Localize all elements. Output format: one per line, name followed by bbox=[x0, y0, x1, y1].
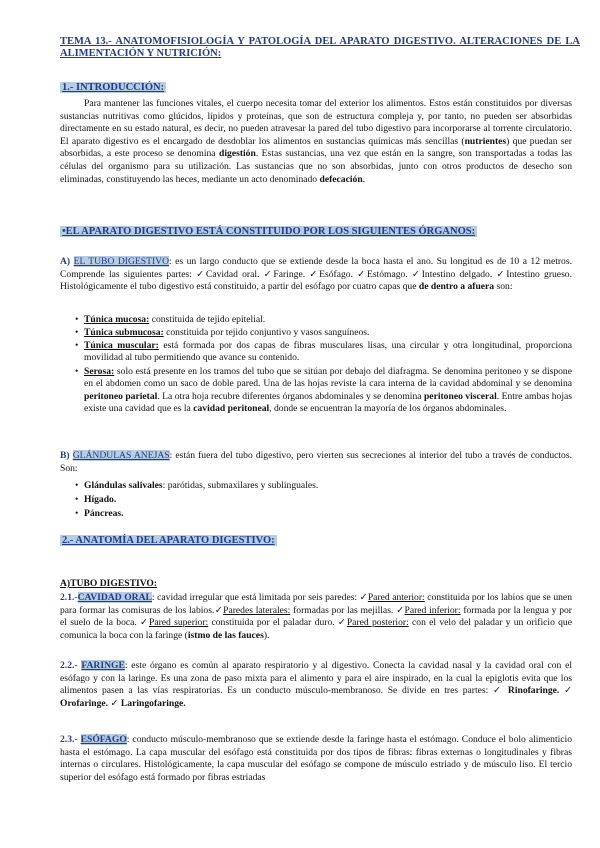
s22-term: FARINGE bbox=[81, 660, 125, 671]
s21-text-3: formadas por las mejillas. ✓ bbox=[290, 604, 405, 616]
s21-text-4: formada por la lengua y por el suelo de la boca. ✓ bbox=[60, 604, 572, 629]
s21-number: 2.1.- bbox=[60, 592, 78, 603]
glands-text: : están fuera del tubo digestivo, pero vierten sus secreciones al interior del tubo a través de conductos. Son: bbox=[60, 450, 572, 474]
serosa-item: • Serosa: solo está presente en los tramos del tubo que se sitúan por debajo del diafragma. Se denomina peritoneo y se dispone en el abdomen como un saco de doble pared. Una de las hojas reviste la cara interna de la cavidad abdominal y se denomina peritoneo parietal. La otra hoja recubre diferentes órganos abdominales y se denomina peritoneo visceral. Entre ambas hojas existe una cavidad que es la cavidad peritoneal, donde se encuentran la mayoría de los órganos abdominales. bbox=[75, 366, 572, 414]
gland-item: • Hígado. bbox=[75, 494, 117, 505]
s21-u2: Paredes laterales: bbox=[223, 604, 291, 616]
glands-label: B) bbox=[60, 450, 73, 461]
serosa-bold-1: peritoneo parietal bbox=[84, 390, 158, 402]
tube-bold: de dentro a afuera bbox=[418, 281, 495, 293]
gland-text: : parótidas, submaxilares y sublinguales. bbox=[162, 480, 319, 491]
layer-text: constituida por tejido conjuntivo y vasos sanguíneos. bbox=[163, 327, 370, 338]
s22-bold-1: Rinofaringe. bbox=[507, 685, 560, 697]
s22-text-3: ✓ bbox=[108, 697, 121, 709]
page-title: TEMA 13.- ANATOMOFISIOLOGÍA Y PATOLOGÍA DEL APARATO DIGESTIVO. ALTERACIONES DE LA ALIMENTACIÓN Y NUTRICIÓN: bbox=[60, 36, 580, 59]
s21-text-5: constituida por el paladar duro. ✓ bbox=[208, 617, 347, 629]
tube-label: A) bbox=[60, 256, 74, 267]
oral-cavity-paragraph bbox=[60, 592, 572, 642]
serosa-bold-2: peritoneo visceral bbox=[423, 390, 497, 402]
s21-text-2: constituida por los labios que se unen para formar las comisuras de los labios.✓ bbox=[60, 592, 572, 616]
s21-u3: Pared inferior: bbox=[404, 604, 461, 616]
tube-end: son: bbox=[494, 281, 513, 293]
gland-term: Glándulas salivales bbox=[84, 480, 163, 491]
esophagus-paragraph bbox=[60, 734, 572, 784]
s21-u4: Pared superior: bbox=[148, 617, 209, 629]
s21-u5: Pared posterior: bbox=[346, 617, 409, 629]
layer-term: Túnica mucosa: bbox=[84, 314, 150, 325]
s23-term: ESÓFAGO bbox=[80, 734, 127, 745]
tube-subheading-text: A)TUBO DIGESTIVO: bbox=[60, 578, 158, 589]
serosa-term: Serosa: bbox=[84, 366, 115, 377]
tube-text: : es un largo conducto que se extiende desde la boca hasta el ano. Su longitud es de 10 a 12 metros. Comprende las siguientes partes: ✓Cavidad oral. ✓Faringe. ✓Esófago. ✓Estómago. ✓Intestino delgado. ✓Intestino grueso. Histológicamente el tubo digestivo está constituido, a partir del esófago por cuatro capas que bbox=[60, 256, 572, 293]
serosa-text-1: solo está presente en los tramos del tubo que se sitúan por debajo del diafragma. Se denomina peritoneo y se dispone en el abdomen como un saco de doble pared. Una de las hojas reviste la cara interna de la cavidad abdominal y se denomina bbox=[84, 366, 572, 390]
pharynx-paragraph bbox=[60, 660, 572, 710]
serosa-text-2: . La otra hoja recubre diferentes órganos abdominales y se denomina bbox=[157, 390, 424, 402]
s22-bold-3: Laringofaringe. bbox=[120, 697, 186, 709]
s21-u1: Pared anterior: bbox=[367, 592, 425, 603]
glands-term: GLÁNDULAS ANEJAS bbox=[72, 450, 170, 461]
tube-paragraph bbox=[60, 256, 572, 294]
serosa-text-3: . Entre ambas hojas existe una cavidad que es la bbox=[84, 390, 572, 414]
intro-text-1: Para mantener las funciones vitales, el cuerpo necesita tomar del exterior los alimentos. Estos están constituidos por diversas sustancias nutritivas como glúcidos, lípidos y proteínas, que son de estructura compleja y, por tanto, no pueden ser absorbidas directamente en su estado natural, es decir, no pueden atravesar la pared del tubo digestivo para incorporarse al torrente circulatorio. El aparato digestivo es el encargado de desdoblar los alimentos en sustancias químicas más sencillas ( bbox=[60, 98, 572, 147]
s21-bold-1: istmo de las fauces bbox=[187, 629, 264, 641]
s22-bold-2: Orofaringe. bbox=[60, 697, 109, 709]
layer-term: Túnica submucosa: bbox=[84, 327, 164, 338]
s22-text-2: ✓ bbox=[559, 685, 573, 697]
layer-term: Túnica muscular: bbox=[84, 340, 159, 351]
serosa-text-4: , donde se encuentran la mayoría de los órganos abdominales. bbox=[269, 402, 507, 414]
tube-term: EL TUBO DIGESTIVO bbox=[73, 256, 169, 267]
s23-text-1: : conducto músculo-membranoso que se extiende desde la faringe hasta el estómago. Conduce el bolo alimenticio hasta el estómago. La capa muscular del esófago está constituida por dos tipos de fibras: fibras externas o longitudinales y fibras internas o circulares. Histológicamente, la capa muscular del esófago se compone de músculo estriado y de músculo liso. El tercio superior del esófago está formado por fibras estriadas bbox=[60, 734, 572, 783]
anatomy-heading: 2.- ANATOMÍA DEL APARATO DIGESTIVO: bbox=[62, 535, 275, 546]
intro-heading: 1.- INTRODUCCIÓN: bbox=[62, 82, 165, 93]
intro-text-4: . bbox=[362, 173, 366, 185]
intro-term-nutrientes: nutrientes bbox=[464, 135, 507, 147]
layer-item: • Túnica muscular: está formada por dos capas de fibras musculares lisas, una circular y otra longitudinal, proporciona movilidad al tubo permitiendo que avance su contenido. bbox=[75, 340, 572, 364]
s21-text-7: ). bbox=[263, 629, 270, 641]
s21-text-6: con el velo del paladar y un orificio que comunica la boca con la faringe ( bbox=[60, 617, 572, 641]
organs-heading: •EL APARATO DIGESTIVO ESTÁ CONSTITUIDO POR LOS SIGUIENTES ÓRGANOS: bbox=[62, 226, 476, 237]
serosa-bold-3: cavidad peritoneal bbox=[193, 402, 270, 414]
s21-term: CAVIDAD ORAL bbox=[77, 592, 152, 603]
gland-item: • Glándulas salivales: parótidas, submaxilares y sublinguales. bbox=[75, 480, 319, 491]
layer-item: • Túnica submucosa: constituida por tejido conjuntivo y vasos sanguíneos. bbox=[75, 327, 370, 338]
intro-term-digestion: digestión bbox=[219, 148, 256, 160]
layer-text: está formada por dos capas de fibras musculares lisas, una circular y otra longitudinal, proporciona movilidad al tubo permitiendo que avance su contenido. bbox=[84, 340, 572, 364]
gland-term: Páncreas. bbox=[84, 508, 124, 519]
intro-paragraph bbox=[60, 98, 572, 186]
intro-term-defecacion: defecación bbox=[319, 173, 363, 185]
intro-text-2: ) que puedan ser absorbidas, a este proceso se denomina bbox=[60, 135, 572, 160]
s22-text-1: : este órgano es común al aparato respiratorio y al digestivo. Conecta la cavidad nasal y la cavidad oral con el esófago y con la laringe. Es una zona de paso mixta para el alimento y para el aire inspirado, en la cual la epiglotis evita que los alimentos pasen a las vías respiratorias. Es un conducto músculo-membranoso. Se divide en tres partes: ✓ bbox=[60, 660, 572, 697]
s21-text-1: : cavidad irregular que está limitada por seis paredes: ✓ bbox=[151, 592, 368, 603]
glands-paragraph bbox=[60, 450, 572, 475]
gland-item: • Páncreas. bbox=[75, 508, 124, 519]
tube-subheading bbox=[60, 578, 572, 591]
intro-text-3: . Estas sustancias, una vez que están en la sangre, son transportadas a todas las células del organismo para su utilización. Las sustancias que no son absorbidas, junto con otros productos de desecho son eliminadas, constituyendo las heces, mediante un acto denominado bbox=[60, 148, 572, 185]
s22-number: 2.2.- bbox=[60, 660, 82, 671]
layer-text: constituida de tejido epitelial. bbox=[149, 314, 266, 325]
s23-number: 2.3.- bbox=[60, 734, 81, 745]
gland-term: Hígado. bbox=[84, 494, 117, 505]
layer-item: • Túnica mucosa: constituida de tejido epitelial. bbox=[75, 314, 266, 325]
